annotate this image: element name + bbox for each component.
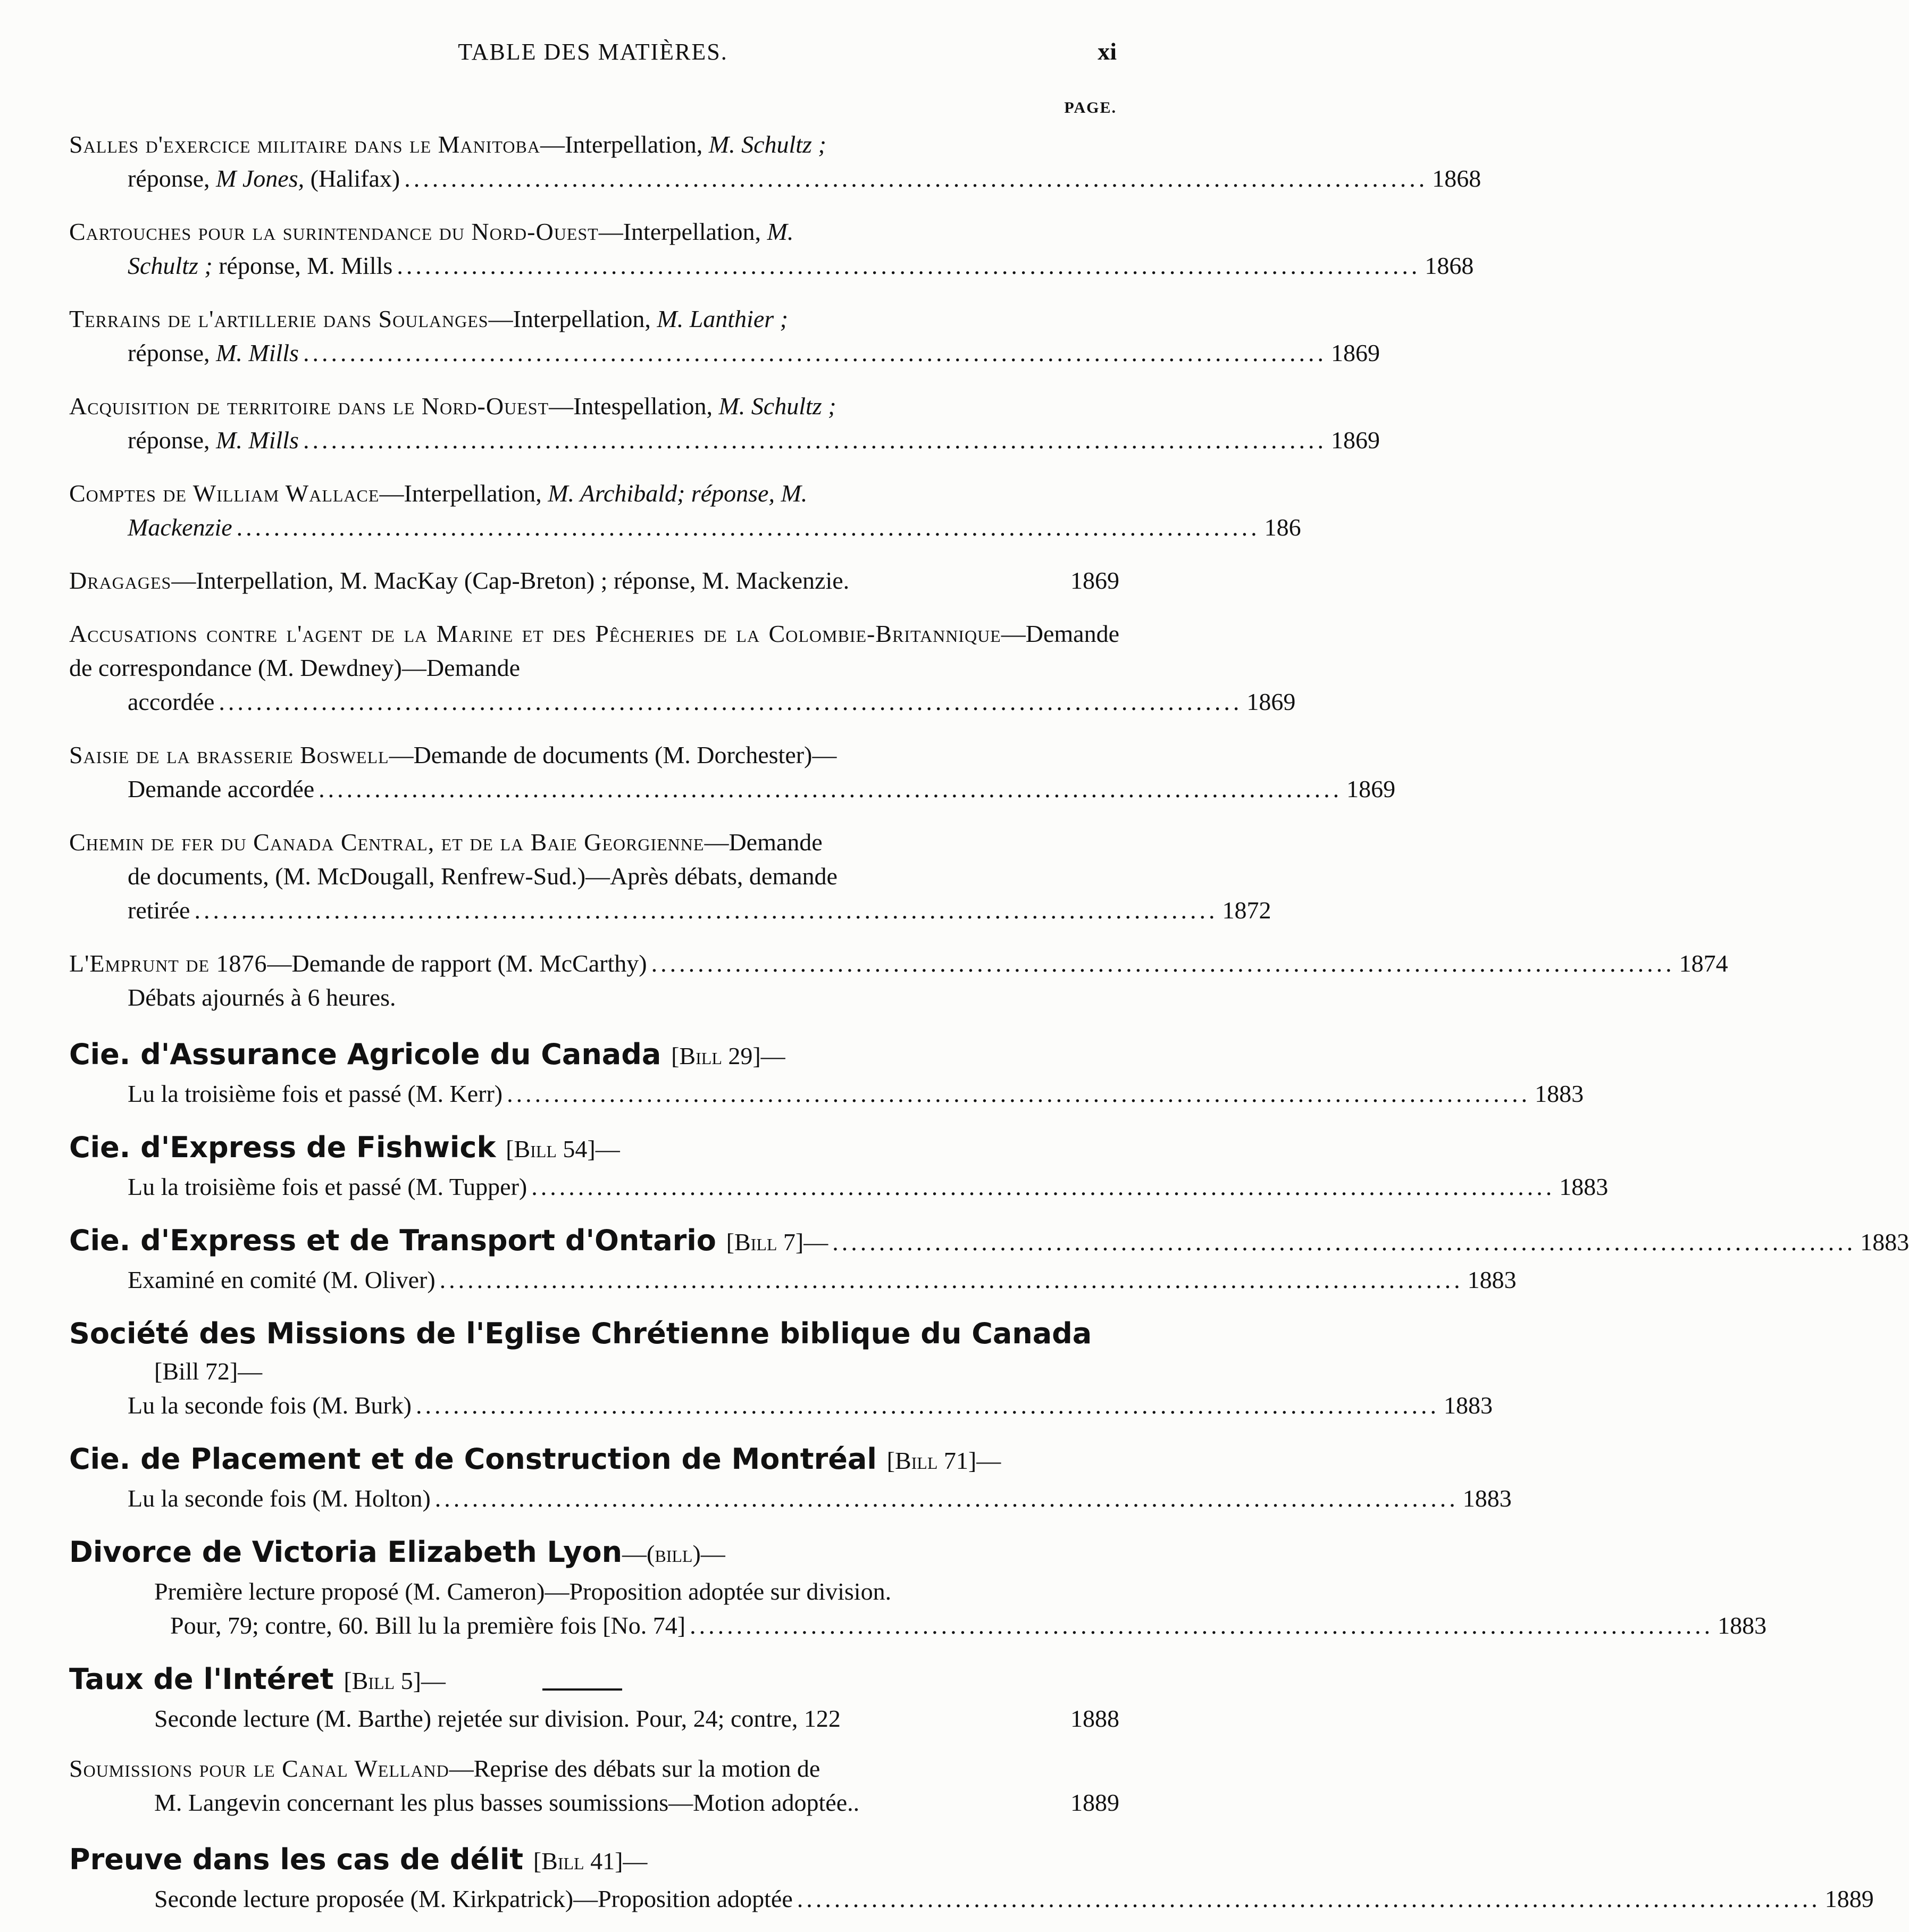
bill-row-text: Pour, 79; contre, 60. Bill lu la première fois [No. 74] — [170, 1612, 686, 1639]
bill-row-page: 1889 — [1824, 1885, 1874, 1912]
entry-lead: Dragages — [69, 567, 172, 594]
bill-entry — [69, 1839, 1874, 1916]
entry-rest: —Interpellation, — [379, 480, 548, 507]
toc-entry — [69, 215, 1474, 283]
dot-leader: .............................................................................................................. — [303, 426, 1327, 454]
page-column-label: PAGE. — [1064, 99, 1117, 116]
entry-lead: Cartouches pour la surintendance du Nord-Ouest — [69, 218, 599, 245]
bill-tag: [Bill 71]— — [886, 1447, 1001, 1474]
entry-rest: —Interpellation, — [488, 305, 657, 332]
entry-lead: Acquisition de territoire dans le Nord-Ouest — [69, 392, 549, 420]
bill-tag: [Bill 54]— — [506, 1135, 620, 1162]
bill-tag: [Bill 72]— — [154, 1358, 263, 1385]
entry-line2: réponse, — [128, 339, 216, 366]
dot-leader: .............................................................................................................. — [651, 950, 1675, 977]
bill-row-page: 1883 — [1535, 1080, 1584, 1107]
page-header — [69, 34, 1117, 71]
dot-leader: .............................................................................................................. — [434, 1485, 1459, 1512]
entry-rest: —Demande de documents (M. Dorchester)— — [389, 741, 837, 768]
bill-row-text: Lu la seconde fois (M. Burk) — [128, 1392, 412, 1419]
entry-line2: réponse, — [128, 426, 216, 454]
entry-person2: M Jones, — [216, 165, 305, 192]
dot-leader: .............................................................................................................. — [416, 1392, 1439, 1419]
bill-tag: [Bill 7]— — [726, 1228, 828, 1256]
bill-entry — [69, 1127, 1609, 1204]
entry-person2: Mackenzie — [128, 514, 232, 541]
entry-person: M. — [767, 218, 794, 245]
entry-lead: Soumissions pour le Canal Welland — [69, 1755, 449, 1782]
toc-entry — [69, 738, 1396, 806]
entry-rest: —Intespellation, — [549, 392, 719, 420]
running-title: TABLE DES MATIÈRES. — [458, 39, 728, 65]
toc-entry — [69, 947, 1728, 1015]
bill-row-text: Seconde lecture (M. Barthe) rejetée sur division. Pour, 24; contre, 122 — [154, 1705, 841, 1732]
entry-lead: Chemin de fer du Canada Central, et de la Baie Georgienne — [69, 829, 705, 856]
entry-page: 1889 — [1070, 1789, 1119, 1816]
dot-leader: .............................................................................................................. — [531, 1173, 1555, 1200]
bill-title: Cie. d'Express de Fishwick — [69, 1131, 506, 1164]
entry-rest: —Demande de rapport (M. McCarthy) — [267, 950, 647, 977]
dot-leader: .............................................................................................................. — [832, 1228, 1856, 1256]
bill-row-page: 1883 — [1444, 1392, 1493, 1419]
dot-leader: .............................................................................................................. — [397, 252, 1421, 279]
bill-row-text: Première lecture proposé (M. Cameron)—Proposition adoptée sur division. — [154, 1578, 892, 1605]
bill-row-page: 1883 — [1559, 1173, 1609, 1200]
bill-row-text: Examiné en comité (M. Oliver) — [128, 1266, 436, 1293]
dot-leader: .............................................................................................................. — [319, 775, 1343, 802]
bill-entry — [69, 1313, 1493, 1423]
entry-tail: (Halifax) — [304, 165, 400, 192]
table-of-contents — [69, 128, 1909, 1932]
entry-line2: Demande accordée — [128, 775, 315, 802]
entry-rest: —Demande de correspondance (M. Dewdney)—Demande — [69, 620, 1119, 681]
bill-tag: [Bill 5]— — [344, 1667, 446, 1694]
entry-page: 1869 — [1330, 339, 1380, 366]
entry-person: M. Lanthier ; — [657, 305, 788, 332]
toc-entry — [69, 476, 1301, 545]
dot-leader: .............................................................................................................. — [236, 514, 1260, 541]
footer-rule — [542, 1688, 622, 1691]
bill-entry — [69, 1034, 1584, 1111]
entry-lead: L'Emprunt de 1876 — [69, 950, 267, 977]
bill-title: Preuve dans les cas de délit — [69, 1843, 533, 1876]
bill-row-page: 1883 — [1462, 1485, 1512, 1512]
dot-leader: .............................................................................................................. — [797, 1885, 1821, 1912]
bill-title: Cie. d'Express et de Transport d'Ontario — [69, 1224, 726, 1257]
entry-person: M. Schultz ; — [718, 392, 836, 420]
entry-rest: —Reprise des débats sur la motion de — [449, 1755, 820, 1782]
dot-leader: .............................................................................................................. — [404, 165, 1428, 192]
bill-row-text: Seconde lecture proposée (M. Kirkpatrick)—Proposition adoptée — [154, 1885, 793, 1912]
entry-rest: —Interpellation, M. MacKay (Cap-Breton) ; réponse, M. Mackenzie. — [171, 567, 850, 594]
bill-row-page: 1888 — [1070, 1705, 1119, 1732]
toc-entry — [69, 617, 1296, 719]
entry-line2: de documents, (M. McDougall, Renfrew-Sud.)—Après débats, demande — [128, 863, 838, 890]
toc-entry — [69, 302, 1380, 370]
bill-row-text: Lu la troisième fois et passé (M. Kerr) — [128, 1080, 503, 1107]
entry-lead: Comptes de William Wallace — [69, 480, 380, 507]
entry-page: 1869 — [1246, 688, 1296, 715]
bill-head-page: 1883 — [1860, 1228, 1909, 1256]
entry-lead: Saisie de la brasserie Boswell — [69, 741, 389, 768]
bill-title: Cie. de Placement et de Construction de Montréal — [69, 1442, 887, 1476]
dot-leader: .............................................................................................................. — [303, 339, 1327, 366]
entry-line2: accordée — [128, 688, 215, 715]
bill-entry — [69, 1532, 1767, 1643]
entry-rest: —Interpellation, — [598, 218, 767, 245]
bill-tag: —(bill)— — [622, 1540, 725, 1567]
bill-tag: [Bill 41]— — [533, 1847, 648, 1875]
bill-entry — [69, 1438, 1512, 1516]
entry-rest: —Interpellation, — [540, 131, 709, 158]
toc-entry — [69, 825, 1271, 927]
entry-line2: Débats ajournés à 6 heures. — [128, 984, 396, 1011]
entry-line2: M. Langevin concernant les plus basses soumissions—Motion adoptée.. — [154, 1789, 860, 1816]
entry-person2: M. Mills — [216, 426, 299, 454]
bill-tag: [Bill 29]— — [671, 1042, 785, 1069]
entry-page: 1869 — [1330, 426, 1380, 454]
bill-entry — [69, 1659, 1119, 1736]
entry-person2: M. Mills — [216, 339, 299, 366]
dot-leader: .............................................................................................................. — [507, 1080, 1531, 1107]
dot-leader: .............................................................................................................. — [194, 897, 1218, 924]
bill-row-text: Lu la troisième fois et passé (M. Tupper) — [128, 1173, 528, 1200]
entry-line3: retirée — [128, 897, 190, 924]
entry-line2: réponse, — [128, 165, 216, 192]
bill-row-text: Lu la seconde fois (M. Holton) — [128, 1485, 431, 1512]
dot-leader: .............................................................................................................. — [219, 688, 1243, 715]
dot-leader: .............................................................................................................. — [439, 1266, 1463, 1293]
toc-entry — [69, 389, 1380, 457]
entry-page: 1874 — [1679, 950, 1728, 977]
entry-page: 186 — [1264, 514, 1301, 541]
toc-entry — [69, 1752, 1119, 1820]
bill-title: Société des Missions de l'Eglise Chrétienne biblique du Canada — [69, 1317, 1092, 1350]
entry-person2: Schultz ; — [128, 252, 213, 279]
entry-lead: Salles d'exercice militaire dans le Manitoba — [69, 131, 540, 158]
entry-lead: Terrains de l'artillerie dans Soulanges — [69, 305, 489, 332]
dot-leader: .............................................................................................................. — [690, 1612, 1714, 1639]
entry-page: 1869 — [1070, 567, 1119, 594]
entry-tail: réponse, M. Mills — [212, 252, 393, 279]
entry-page: 1872 — [1222, 897, 1271, 924]
entry-person: M. Schultz ; — [708, 131, 826, 158]
entry-person: M. Archibald; réponse, M. — [548, 480, 808, 507]
toc-entry — [69, 128, 1481, 196]
entry-rest: —Demande — [704, 829, 823, 856]
bill-row-page: 1883 — [1718, 1612, 1767, 1639]
bill-title: Divorce de Victoria Elizabeth Lyon — [69, 1535, 623, 1569]
toc-entry — [69, 564, 1119, 598]
bill-row-page: 1883 — [1467, 1266, 1517, 1293]
entry-page: 1868 — [1425, 252, 1474, 279]
entry-page: 1868 — [1432, 165, 1481, 192]
bill-title: Taux de l'Intéret — [69, 1662, 344, 1696]
bill-entry — [69, 1220, 1909, 1297]
entry-lead: Accusations contre l'agent de la Marine et des Pêcheries de la Colombie-Britannique — [69, 620, 1001, 647]
entry-page: 1869 — [1346, 775, 1396, 802]
bill-title: Cie. d'Assurance Agricole du Canada — [69, 1038, 672, 1071]
page-number: xi — [1098, 38, 1117, 65]
